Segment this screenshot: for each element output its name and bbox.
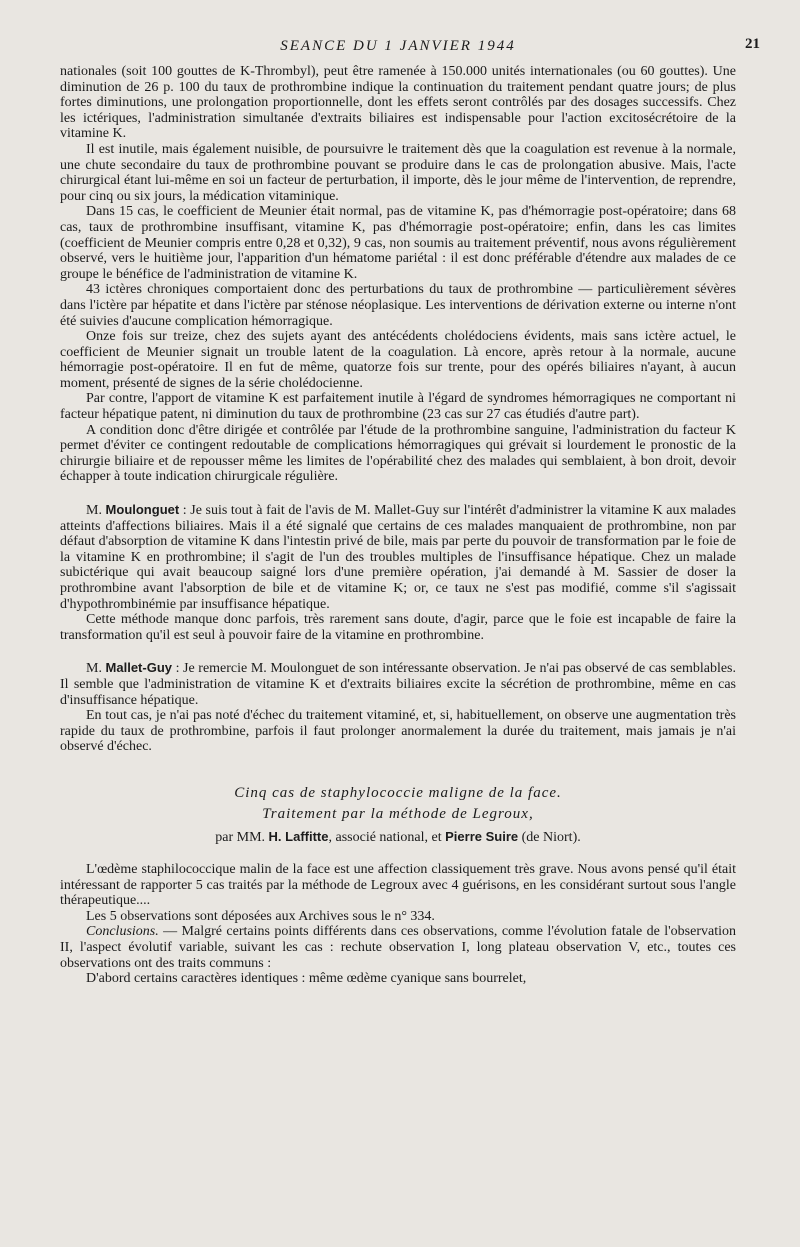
- speaker-name: Moulonguet: [105, 502, 180, 518]
- paragraph: D'abord certains caractères identiques : même œdème cyanique sans bourrelet,: [86, 971, 527, 987]
- conclusions-paragraph: [60, 924, 736, 971]
- author-name: H. Laffitte: [268, 828, 329, 844]
- page-number: 21: [745, 36, 760, 52]
- author-name: Pierre Suire: [445, 828, 519, 844]
- paragraph: 43 ictères chroniques comportaient donc des perturbations du taux de prothrombine — particulièrement sévères dans l'ictère par hépatite et dans l'ictère par sténose néoplasique. Les interventions de dérivation externe ou interne n'ont été suivies d'aucune complication hémorragique.: [60, 282, 736, 329]
- speaker-name: Mallet-Guy: [105, 660, 172, 676]
- paragraph: Par contre, l'apport de vitamine K est parfaitement inutile à l'égard de syndromes hémorragiques ne comportant ni facteur hépatique patent, ni diminution du taux de prothrombine (23 cas sur 27 cas étudiés d'autre part).: [60, 391, 736, 423]
- article-title: [60, 783, 736, 825]
- discussion-moulonguet: [60, 502, 736, 612]
- article-title-line: Traitement par la méthode de Legroux,: [262, 805, 534, 822]
- article-title-line: Cinq cas de staphylococcie maligne de la face.: [234, 784, 562, 801]
- byline-text: , associé national, et: [328, 829, 446, 845]
- speaker-prefix: M.: [86, 661, 106, 677]
- running-title: SEANCE DU 1 JANVIER 1944: [280, 38, 516, 54]
- speaker-prefix: M.: [86, 503, 106, 519]
- byline-text: par MM.: [215, 829, 269, 845]
- body-text: [60, 64, 736, 987]
- paragraph: nationales (soit 100 gouttes de K-Thrombyl), peut être ramenée à 150.000 unités internationales (ou 60 gouttes). Une diminution de 26 p. 100 du taux de prothrombine indique la continuation du traitement pendant quatre jours; de plus fortes diminutions, une prolongation proportionnelle, dont les effets seront contrôlés par des dosages successifs. Chez les ictériques, l'administration simultanée d'extraits biliaires est indispensable pour l'action excitosécrétoire de la vitamine K.: [60, 64, 736, 142]
- speaker-text: : Je suis tout à fait de l'avis de M. Mallet-Guy sur l'intérêt d'administrer la vitamine K aux malades atteints d'affections biliaires. Mais il a été signalé que certains de ces malades manquaient de prothrombine, non par défaut d'absorption de vitamine K dans l'intestin privé de bile, mais par perte du pouvoir de transformation par le foie de la vitamine K en prothrombine; il s'agit de l'un des troubles multiples de l'insuffisance hépatique. Chez un malade subictérique qui avait beaucoup saigné lors d'une première opération, j'ai demandé à M. Sassier de doser la prothrombine avant l'absorption de bile et de vitamine K; or, ce taux ne s'est pas modifié, comme s'il s'agissait d'hypothrombinémie par insuffisance hépatique.: [60, 503, 736, 612]
- running-head: [60, 34, 760, 64]
- paragraph: Cette méthode manque donc parfois, très rarement sans doute, d'agir, parce que le foie est incapable de faire la transformation qu'il est seul à pouvoir faire de la vitamine en prothrombine.: [60, 612, 736, 643]
- discussion-mallet-guy: [60, 660, 736, 708]
- paragraph: Les 5 observations sont déposées aux Archives sous le n° 334.: [86, 908, 435, 924]
- paragraph: L'œdème staphilococcique malin de la face est une affection classiquement très grave. Nous avons pensé qu'il était intéressant de rapporter 5 cas traités par la méthode de Legroux avec 4 guérisons, en les considérant surtout sous l'angle thérapeutique....: [60, 861, 736, 909]
- paragraph: Onze fois sur treize, chez des sujets ayant des antécédents cholédociens évidents, mais sans ictère actuel, le coefficient de Meunier signait un trouble latent de la coagulation. Là encore, après retour à la normale, aucune hémorragie post-opératoire. Il en fut de même, quatorze fois sur trente, pour des opérés biliaires n'ayant, à aucun moment, présenté de signes de la série cholédocienne.: [60, 329, 736, 391]
- paragraph: Il est inutile, mais également nuisible, de poursuivre le traitement dès que la coagulation est revenue à la normale, une chute secondaire du taux de prothrombine pouvant se produire dans le cas de prolongation abusive. Mais, l'acte chirurgical étant lui-même en soi un facteur de perturbation, il importe, dès le jour même de l'intervention, de reprendre, pour cinq ou six jours, la médication vitaminique.: [60, 141, 736, 204]
- byline-text: (de Niort).: [518, 829, 581, 845]
- paragraph: Dans 15 cas, le coefficient de Meunier était normal, pas de vitamine K, pas d'hémorragie post-opératoire; dans 68 cas, taux de prothrombine insuffisant, vitamine K, pas d'hémorragie post-opératoire; enfin, dans les cas limites (coefficient de Meunier compris entre 0,28 et 0,32), 9 cas, non soumis au traitement préventif, nous avons régulièrement observé, vers le huitième jour, l'apparition d'un hématome pariétal : il est donc préférable d'étendre aux malades de ce groupe le bénéfice de l'administration de vitamine K.: [60, 204, 736, 282]
- speaker-text: : Je remercie M. Moulonguet de son intéressante observation. Je n'ai pas observé de cas semblables. Il semble que l'administration de vitamine K et d'extraits biliaires excite la sécrétion de prothrombine, même en cas d'insuffisance hépatique.: [60, 661, 736, 708]
- paragraph: En tout cas, je n'ai pas noté d'échec du traitement vitaminé, et, si, habituellement, on observe une augmentation très rapide du taux de prothrombine, parfois il faut prolonger anormalement la durée du traitement, mais jamais je n'ai observé d'échec.: [60, 708, 736, 755]
- conclusions-text: — Malgré certains points différents dans ces observations, comme l'évolution fatale de l'observation II, l'aspect évolutif variable, suivant les cas : rechute observation I, long plateau observation V, etc., toutes ces observations ont des traits communs :: [60, 924, 736, 971]
- paragraph: A condition donc d'être dirigée et contrôlée par l'étude de la prothrombine sanguine, l'administration du facteur K permet d'éviter ce contingent redoutable de complications hémorragiques qui grévait si lourdement le pronostic de la chirurgie biliaire et de repousser même les limites de l'opérabilité chez des malades qui semblaient, à bon droit, devoir échapper à toute indication chirurgicale régulière.: [60, 422, 736, 485]
- conclusions-label: Conclusions.: [86, 924, 159, 940]
- byline: [60, 827, 736, 848]
